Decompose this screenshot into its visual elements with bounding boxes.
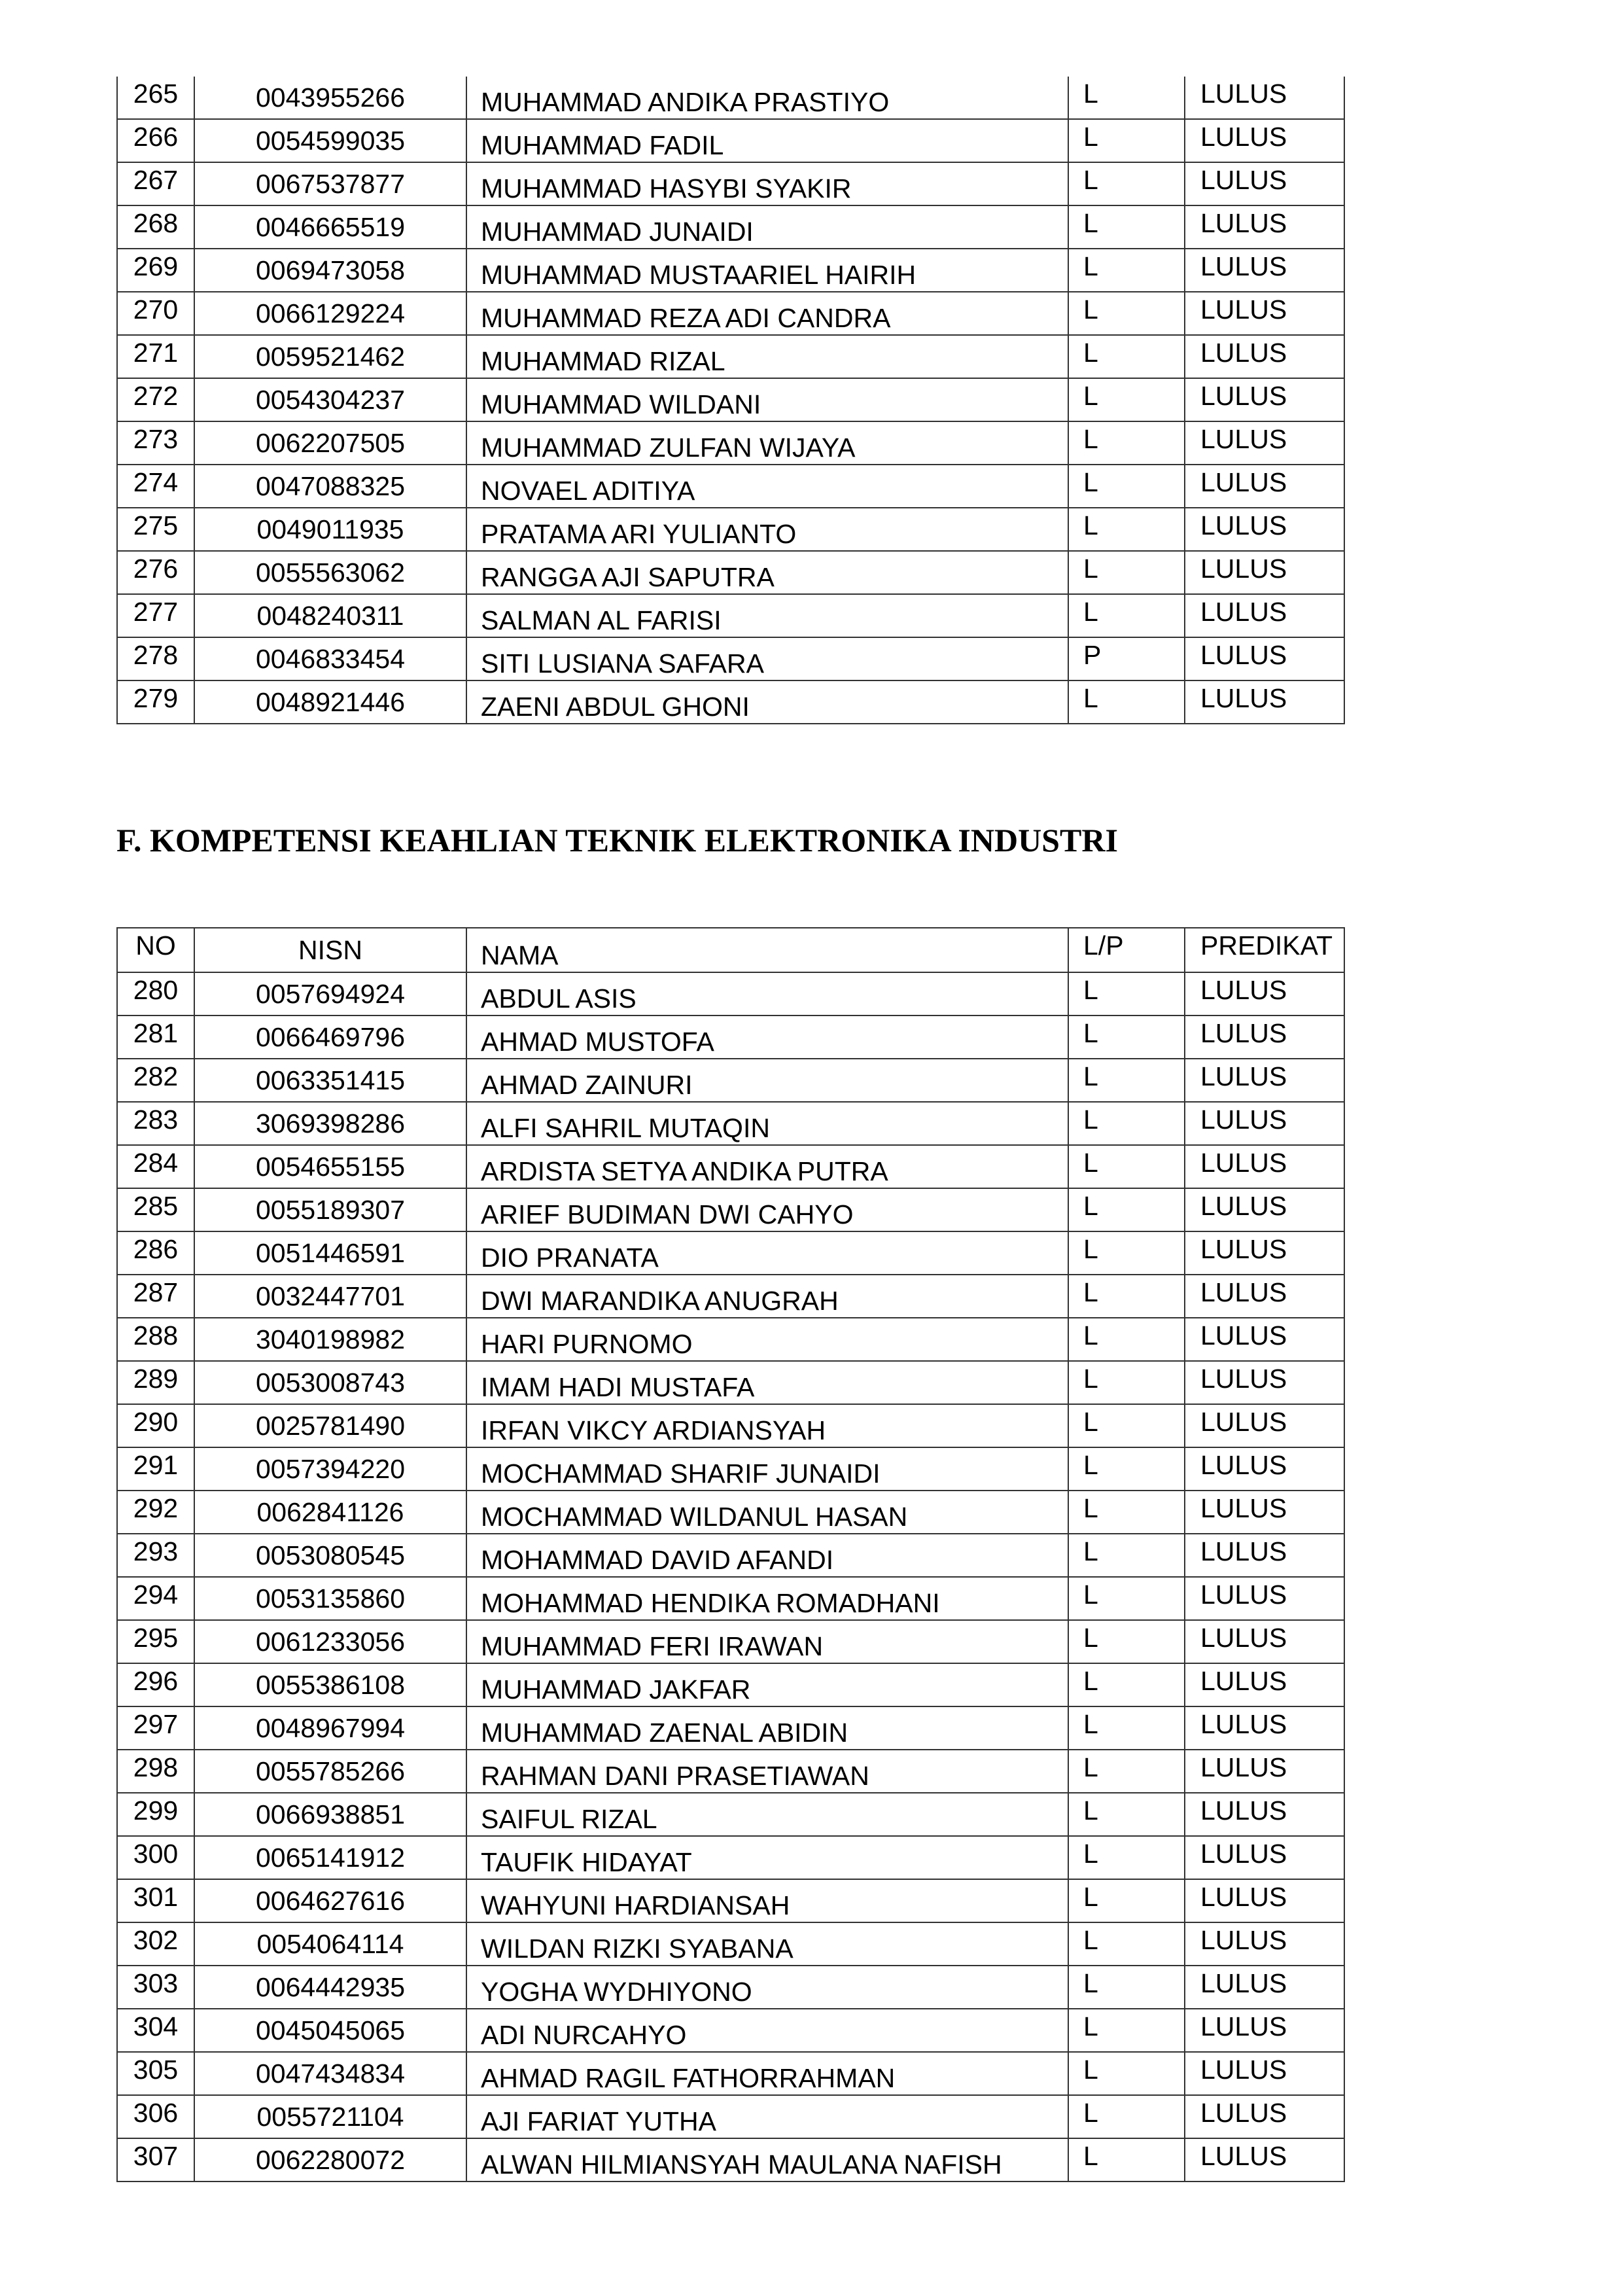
cell-nama: MUHAMMAD HASYBI SYAKIR [466,162,1068,205]
cell-predikat: LULUS [1185,1966,1344,2009]
cell-nama: SAIFUL RIZAL [466,1793,1068,1836]
cell-no: 291 [117,1447,194,1491]
cell-nama: ALWAN HILMIANSYAH MAULANA NAFISH [466,2138,1068,2181]
table-row [117,421,1344,465]
cell-nama: ARDISTA SETYA ANDIKA PUTRA [466,1145,1068,1188]
cell-no: 300 [117,1836,194,1879]
cell-no: 270 [117,292,194,335]
cell-predikat: LULUS [1185,1318,1344,1361]
cell-lp: L [1068,1447,1185,1491]
cell-lp: L [1068,1534,1185,1577]
table-row [117,1361,1344,1404]
cell-lp: L [1068,1620,1185,1663]
cell-no: 307 [117,2138,194,2181]
cell-nisn: 0053135860 [194,1577,466,1620]
cell-nisn: 0057694924 [194,972,466,1016]
cell-no: 294 [117,1577,194,1620]
cell-lp: L [1068,1577,1185,1620]
cell-predikat: LULUS [1185,465,1344,508]
cell-lp: L [1068,378,1185,421]
cell-no: 286 [117,1231,194,1275]
cell-predikat: LULUS [1185,421,1344,465]
cell-no: 269 [117,249,194,292]
cell-nisn: 0062207505 [194,421,466,465]
cell-predikat: LULUS [1185,1102,1344,1145]
cell-nama: ZAENI ABDUL GHONI [466,680,1068,724]
cell-nama: SITI LUSIANA SAFARA [466,637,1068,680]
student-table-elektronika [116,927,1345,2182]
table-row [117,2009,1344,2052]
cell-predikat: LULUS [1185,1231,1344,1275]
table-row [117,2052,1344,2095]
cell-nisn: 0053008743 [194,1361,466,1404]
cell-predikat: LULUS [1185,1879,1344,1922]
table-row [117,1750,1344,1793]
cell-nama: PRATAMA ARI YULIANTO [466,508,1068,551]
cell-nama: MUHAMMAD ZULFAN WIJAYA [466,421,1068,465]
cell-nama: HARI PURNOMO [466,1318,1068,1361]
cell-nisn: 0046833454 [194,637,466,680]
table-row [117,77,1344,119]
cell-no: 292 [117,1491,194,1534]
cell-no: 298 [117,1750,194,1793]
cell-nisn: 0049011935 [194,508,466,551]
cell-lp: L [1068,1059,1185,1102]
cell-lp: L [1068,594,1185,637]
cell-nisn: 0064442935 [194,1966,466,2009]
table-row [117,119,1344,162]
cell-lp: L [1068,335,1185,378]
table-row [117,249,1344,292]
cell-no: 293 [117,1534,194,1577]
cell-lp: L [1068,1016,1185,1059]
cell-nisn: 0055785266 [194,1750,466,1793]
cell-no: 280 [117,972,194,1016]
cell-nama: NOVAEL ADITIYA [466,465,1068,508]
cell-predikat: LULUS [1185,1836,1344,1879]
cell-lp: L [1068,1836,1185,1879]
cell-nama: MOCHAMMAD SHARIF JUNAIDI [466,1447,1068,1491]
cell-predikat: LULUS [1185,972,1344,1016]
cell-no: 279 [117,680,194,724]
cell-nama: DIO PRANATA [466,1231,1068,1275]
cell-nama: MUHAMMAD FADIL [466,119,1068,162]
cell-nama: MUHAMMAD JAKFAR [466,1663,1068,1706]
cell-lp: L [1068,1404,1185,1447]
cell-lp: L [1068,249,1185,292]
cell-no: 289 [117,1361,194,1404]
cell-no: 283 [117,1102,194,1145]
cell-predikat: LULUS [1185,2009,1344,2052]
table-row [117,1447,1344,1491]
cell-nama: MUHAMMAD ANDIKA PRASTIYO [466,77,1068,119]
cell-lp: L [1068,1706,1185,1750]
cell-lp: L [1068,1318,1185,1361]
table-row [117,1188,1344,1231]
cell-lp: L [1068,680,1185,724]
table-row [117,1102,1344,1145]
cell-no: 304 [117,2009,194,2052]
cell-nama: IRFAN VIKCY ARDIANSYAH [466,1404,1068,1447]
cell-predikat: LULUS [1185,1145,1344,1188]
table-row [117,594,1344,637]
table-row [117,465,1344,508]
cell-nama: AJI FARIAT YUTHA [466,2095,1068,2138]
cell-lp: L [1068,292,1185,335]
table-row [117,1275,1344,1318]
cell-predikat: LULUS [1185,1361,1344,1404]
cell-lp: L [1068,2095,1185,2138]
cell-nisn: 0048921446 [194,680,466,724]
cell-nisn: 0065141912 [194,1836,466,1879]
cell-no: 285 [117,1188,194,1231]
table-row [117,1922,1344,1966]
cell-no: 278 [117,637,194,680]
cell-nama: MUHAMMAD RIZAL [466,335,1068,378]
cell-no: 295 [117,1620,194,1663]
cell-lp: L [1068,1231,1185,1275]
cell-predikat: LULUS [1185,162,1344,205]
cell-lp: L [1068,1102,1185,1145]
cell-no: 268 [117,205,194,249]
cell-nama: ARIEF BUDIMAN DWI CAHYO [466,1188,1068,1231]
cell-nama: IMAM HADI MUSTAFA [466,1361,1068,1404]
cell-nama: ABDUL ASIS [466,972,1068,1016]
cell-nisn: 3069398286 [194,1102,466,1145]
cell-nama: AHMAD RAGIL FATHORRAHMAN [466,2052,1068,2095]
table-row [117,1966,1344,2009]
table-row [117,162,1344,205]
cell-nisn: 0054304237 [194,378,466,421]
cell-nisn: 0048967994 [194,1706,466,1750]
cell-lp: L [1068,1966,1185,2009]
cell-lp: L [1068,205,1185,249]
table-header-row [117,928,1344,972]
cell-lp: L [1068,1879,1185,1922]
cell-predikat: LULUS [1185,205,1344,249]
cell-predikat: LULUS [1185,77,1344,119]
cell-no: 301 [117,1879,194,1922]
cell-nisn: 0055189307 [194,1188,466,1231]
cell-nama: RANGGA AJI SAPUTRA [466,551,1068,594]
cell-no: 266 [117,119,194,162]
cell-lp: L [1068,77,1185,119]
cell-predikat: LULUS [1185,1016,1344,1059]
cell-nisn: 0055721104 [194,2095,466,2138]
cell-nama: AHMAD ZAINURI [466,1059,1068,1102]
cell-nama: MOHAMMAD HENDIKA ROMADHANI [466,1577,1068,1620]
table-row [117,205,1344,249]
cell-no: 265 [117,77,194,119]
cell-predikat: LULUS [1185,292,1344,335]
cell-no: 282 [117,1059,194,1102]
cell-predikat: LULUS [1185,2095,1344,2138]
table-row [117,1706,1344,1750]
cell-no: 305 [117,2052,194,2095]
cell-nisn: 0066129224 [194,292,466,335]
cell-no: 288 [117,1318,194,1361]
cell-predikat: LULUS [1185,1793,1344,1836]
table-row [117,1879,1344,1922]
cell-predikat: LULUS [1185,2052,1344,2095]
table-row [117,1059,1344,1102]
cell-no: 297 [117,1706,194,1750]
cell-nisn: 0055386108 [194,1663,466,1706]
cell-lp: P [1068,637,1185,680]
table-row [117,1577,1344,1620]
cell-predikat: LULUS [1185,1534,1344,1577]
table-row [117,1491,1344,1534]
cell-nama: MUHAMMAD JUNAIDI [466,205,1068,249]
table-row [117,2095,1344,2138]
cell-lp: L [1068,508,1185,551]
cell-nama: MOHAMMAD DAVID AFANDI [466,1534,1068,1577]
header-nama: NAMA [466,928,1068,972]
cell-lp: L [1068,1750,1185,1793]
cell-predikat: LULUS [1185,551,1344,594]
cell-no: 299 [117,1793,194,1836]
cell-nisn: 0062280072 [194,2138,466,2181]
cell-lp: L [1068,1793,1185,1836]
cell-nama: WAHYUNI HARDIANSAH [466,1879,1068,1922]
header-nisn: NISN [194,928,466,972]
cell-lp: L [1068,972,1185,1016]
table-row [117,1663,1344,1706]
cell-lp: L [1068,1491,1185,1534]
cell-nisn: 0062841126 [194,1491,466,1534]
table-row [117,378,1344,421]
cell-lp: L [1068,1145,1185,1188]
cell-nisn: 0063351415 [194,1059,466,1102]
cell-predikat: LULUS [1185,1577,1344,1620]
cell-predikat: LULUS [1185,249,1344,292]
cell-nama: WILDAN RIZKI SYABANA [466,1922,1068,1966]
table-row [117,1318,1344,1361]
cell-predikat: LULUS [1185,680,1344,724]
cell-predikat: LULUS [1185,637,1344,680]
cell-nisn: 0054064114 [194,1922,466,1966]
cell-nama: RAHMAN DANI PRASETIAWAN [466,1750,1068,1793]
cell-nisn: 0048240311 [194,594,466,637]
cell-nisn: 3040198982 [194,1318,466,1361]
cell-nama: DWI MARANDIKA ANUGRAH [466,1275,1068,1318]
cell-nama: TAUFIK HIDAYAT [466,1836,1068,1879]
table-row [117,1836,1344,1879]
cell-predikat: LULUS [1185,1404,1344,1447]
cell-no: 287 [117,1275,194,1318]
cell-no: 302 [117,1922,194,1966]
cell-nisn: 0046665519 [194,205,466,249]
student-table-elektronika-body [117,972,1344,2181]
cell-lp: L [1068,119,1185,162]
table-row [117,1016,1344,1059]
cell-nisn: 0066938851 [194,1793,466,1836]
cell-lp: L [1068,1361,1185,1404]
cell-nama: YOGHA WYDHIYONO [466,1966,1068,2009]
table-row [117,1145,1344,1188]
cell-predikat: LULUS [1185,119,1344,162]
cell-lp: L [1068,1275,1185,1318]
cell-lp: L [1068,551,1185,594]
cell-nama: AHMAD MUSTOFA [466,1016,1068,1059]
cell-lp: L [1068,162,1185,205]
table-row [117,972,1344,1016]
cell-predikat: LULUS [1185,335,1344,378]
cell-nisn: 0061233056 [194,1620,466,1663]
cell-nisn: 0032447701 [194,1275,466,1318]
cell-nama: MUHAMMAD REZA ADI CANDRA [466,292,1068,335]
cell-nama: MUHAMMAD FERI IRAWAN [466,1620,1068,1663]
cell-no: 267 [117,162,194,205]
cell-no: 275 [117,508,194,551]
cell-no: 281 [117,1016,194,1059]
cell-nisn: 0064627616 [194,1879,466,1922]
cell-predikat: LULUS [1185,594,1344,637]
cell-no: 296 [117,1663,194,1706]
cell-no: 273 [117,421,194,465]
cell-predikat: LULUS [1185,1059,1344,1102]
cell-nisn: 0055563062 [194,551,466,594]
cell-lp: L [1068,2009,1185,2052]
student-table-continued [116,77,1345,724]
section-title: F. KOMPETENSI KEAHLIAN TEKNIK ELEKTRONIKA INDUSTRI [116,822,1118,858]
cell-nisn: 0045045065 [194,2009,466,2052]
table-row [117,292,1344,335]
cell-no: 272 [117,378,194,421]
table-row [117,2138,1344,2181]
table-row [117,551,1344,594]
cell-predikat: LULUS [1185,1275,1344,1318]
cell-predikat: LULUS [1185,1663,1344,1706]
cell-nisn: 0043955266 [194,77,466,119]
table-row [117,1534,1344,1577]
table-row [117,335,1344,378]
cell-nisn: 0067537877 [194,162,466,205]
cell-nisn: 0025781490 [194,1404,466,1447]
cell-predikat: LULUS [1185,1922,1344,1966]
table-row [117,1793,1344,1836]
header-predikat: PREDIKAT [1185,928,1344,972]
cell-no: 274 [117,465,194,508]
cell-nisn: 0047434834 [194,2052,466,2095]
cell-lp: L [1068,465,1185,508]
table-row [117,637,1344,680]
cell-lp: L [1068,1663,1185,1706]
table-row [117,680,1344,724]
cell-no: 271 [117,335,194,378]
cell-no: 290 [117,1404,194,1447]
cell-predikat: LULUS [1185,1491,1344,1534]
cell-nisn: 0054599035 [194,119,466,162]
cell-nama: MUHAMMAD ZAENAL ABIDIN [466,1706,1068,1750]
header-lp: L/P [1068,928,1185,972]
cell-predikat: LULUS [1185,508,1344,551]
cell-no: 277 [117,594,194,637]
cell-nama: MOCHAMMAD WILDANUL HASAN [466,1491,1068,1534]
cell-predikat: LULUS [1185,1750,1344,1793]
table-row [117,508,1344,551]
table-row [117,1404,1344,1447]
cell-predikat: LULUS [1185,1620,1344,1663]
cell-nisn: 0054655155 [194,1145,466,1188]
cell-lp: L [1068,2138,1185,2181]
cell-no: 284 [117,1145,194,1188]
cell-nisn: 0053080545 [194,1534,466,1577]
cell-lp: L [1068,1922,1185,1966]
table-row [117,1231,1344,1275]
cell-nama: MUHAMMAD WILDANI [466,378,1068,421]
cell-nisn: 0059521462 [194,335,466,378]
cell-predikat: LULUS [1185,2138,1344,2181]
cell-no: 303 [117,1966,194,2009]
cell-nama: MUHAMMAD MUSTAARIEL HAIRIH [466,249,1068,292]
cell-predikat: LULUS [1185,1447,1344,1491]
cell-nisn: 0057394220 [194,1447,466,1491]
cell-no: 276 [117,551,194,594]
cell-nama: ALFI SAHRIL MUTAQIN [466,1102,1068,1145]
cell-predikat: LULUS [1185,378,1344,421]
cell-nisn: 0069473058 [194,249,466,292]
cell-nama: SALMAN AL FARISI [466,594,1068,637]
cell-nisn: 0051446591 [194,1231,466,1275]
cell-predikat: LULUS [1185,1188,1344,1231]
cell-lp: L [1068,1188,1185,1231]
student-table-continued-body [117,77,1344,724]
cell-lp: L [1068,2052,1185,2095]
table-row [117,1620,1344,1663]
cell-no: 306 [117,2095,194,2138]
cell-nisn: 0047088325 [194,465,466,508]
cell-lp: L [1068,421,1185,465]
cell-nama: ADI NURCAHYO [466,2009,1068,2052]
cell-predikat: LULUS [1185,1706,1344,1750]
header-no: NO [117,928,194,972]
cell-nisn: 0066469796 [194,1016,466,1059]
